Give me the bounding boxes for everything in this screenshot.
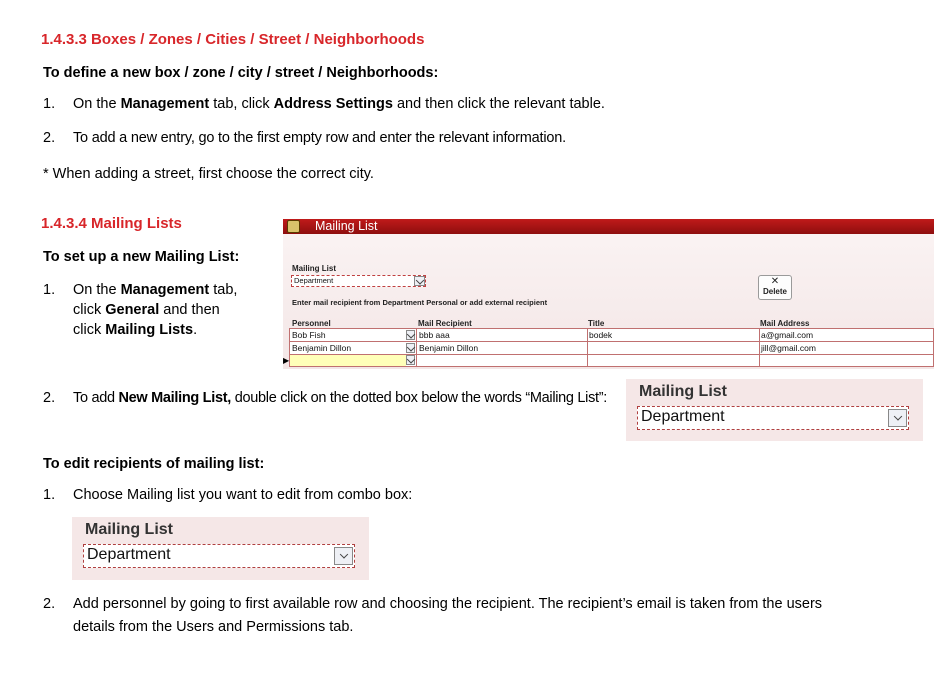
step-number: 2.: [43, 596, 56, 612]
chevron-down-icon[interactable]: [406, 343, 415, 353]
step-number: 2.: [43, 130, 56, 146]
row-selector-arrow-icon[interactable]: ▶: [283, 356, 290, 365]
row2-personnel[interactable]: Benjamin Dillon: [292, 343, 352, 353]
step-number: 2.: [43, 390, 56, 406]
zoom-mailing-list-combo[interactable]: [83, 544, 355, 568]
grid-line: [759, 328, 760, 367]
mailing-step-1-line2: click General and then: [73, 302, 220, 318]
chevron-down-icon[interactable]: [406, 355, 415, 365]
edit-step-2-line1: Add personnel by going to first available row and choosing the recipient. The recipient’s email is taken from the users: [73, 596, 823, 612]
form-window-title: Mailing List: [315, 219, 378, 233]
step-number: 1.: [43, 96, 56, 112]
boxes-intro: To define a new box / zone / city / street / Neighborhoods:: [43, 65, 439, 81]
mailing-list-combo[interactable]: [291, 275, 426, 287]
zoom-mailing-list-combo[interactable]: [637, 406, 909, 430]
zoom-combo-value: Department: [87, 546, 171, 563]
col-header-address: Mail Address: [760, 319, 810, 328]
edit-step-1: Choose Mailing list you want to edit from combo box:: [73, 487, 413, 503]
grid-line: [289, 366, 934, 367]
edit-step-2-line2: details from the Users and Permissions tab.: [73, 619, 354, 635]
app-crest-icon: [287, 220, 300, 233]
mailing-step-2: To add New Mailing List, double click on the dotted box below the words “Mailing List”:: [73, 390, 608, 406]
row2-recipient[interactable]: Benjamin Dillon: [419, 343, 479, 353]
form-instruction: Enter mail recipient from Department Personal or add external recipient: [292, 298, 548, 307]
mailing-step-1-line1: On the Management tab,: [73, 282, 238, 298]
boxes-step-1: On the Management tab, click Address Settings and then click the relevant table.: [73, 96, 605, 112]
list-label: Mailing List: [292, 264, 336, 273]
street-note: * When adding a street, first choose the correct city.: [43, 166, 374, 182]
boxes-step-2: To add a new entry, go to the first empty row and enter the relevant information.: [73, 130, 566, 146]
zoom-combo-value: Department: [641, 408, 725, 425]
row1-personnel[interactable]: Bob Fish: [292, 330, 326, 340]
mailing-list-form: [283, 219, 934, 369]
grid-line: [933, 328, 934, 367]
mailing-list-combo-zoom-bottom: [72, 517, 369, 580]
mailing-list-combo-value: Department: [294, 276, 334, 285]
delete-button[interactable]: [758, 275, 792, 300]
chevron-down-icon[interactable]: [406, 330, 415, 340]
mailing-intro: To set up a new Mailing List:: [43, 249, 240, 265]
delete-label: Delete: [762, 287, 787, 296]
grid-line: [289, 341, 934, 342]
mailing-step-1-line3: click Mailing Lists.: [73, 322, 198, 338]
edit-intro: To edit recipients of mailing list:: [43, 456, 265, 472]
col-header-title: Title: [588, 319, 605, 328]
col-header-recipient: Mail Recipient: [418, 319, 472, 328]
col-header-personnel: Personnel: [292, 319, 331, 328]
chevron-down-icon[interactable]: [414, 276, 425, 286]
close-icon: ✕: [770, 276, 780, 287]
form-titlebar: [283, 219, 934, 234]
section-heading-boxes: 1.4.3.3 Boxes / Zones / Cities / Street / Neighborhoods: [41, 31, 425, 48]
grid-line: [416, 328, 417, 367]
grid-line: [587, 328, 588, 367]
section-heading-mailing-lists: 1.4.3.4 Mailing Lists: [41, 215, 182, 232]
row1-recipient[interactable]: bbb aaa: [419, 330, 450, 340]
step-number: 1.: [43, 487, 56, 503]
chevron-down-icon[interactable]: [888, 409, 907, 427]
new-row-personnel[interactable]: [290, 355, 406, 366]
mailing-list-combo-zoom-right: [626, 379, 923, 441]
step-number: 1.: [43, 282, 56, 298]
chevron-down-icon[interactable]: [334, 547, 353, 565]
row1-address[interactable]: a@gmail.com: [761, 330, 814, 340]
grid-line: [289, 328, 934, 329]
zoom-list-label: Mailing List: [85, 521, 173, 538]
zoom-list-label: Mailing List: [639, 383, 727, 400]
row2-address[interactable]: jill@gmail.com: [761, 343, 816, 353]
row1-title[interactable]: bodek: [589, 330, 613, 340]
